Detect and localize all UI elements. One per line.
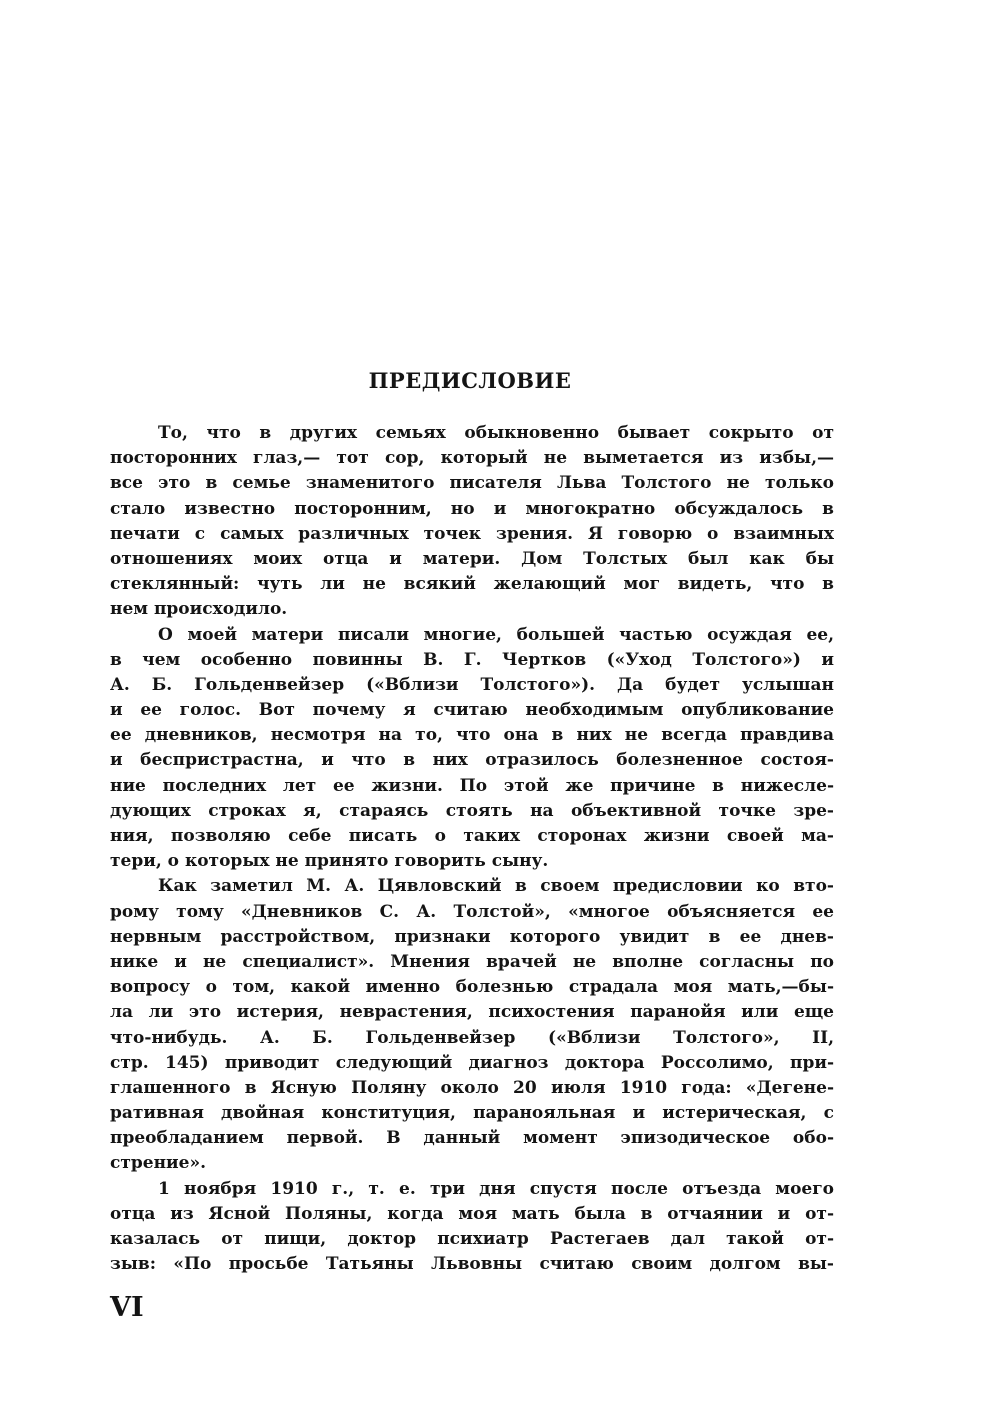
text-line: стр. 145) приводит следующий диагноз доктора Россолимо, при- <box>110 1052 834 1073</box>
text-line: печати с самых различных точек зрения. Я говорю о взаимных <box>110 523 834 544</box>
text-line: стрение». <box>110 1153 206 1174</box>
paragraph <box>110 1177 834 1278</box>
text-line: нем происходило. <box>110 599 288 620</box>
text-line: 1 ноября 1910 г., т. е. три дня спустя после отъезда моего <box>158 1178 834 1199</box>
text-line: Как заметил М. А. Цявловский в своем предисловии ко вто- <box>158 876 834 897</box>
text-line: все это в семье знаменитого писателя Льва Толстого не только <box>110 473 834 494</box>
text-line: нервным расстройством, признаки которого увидит в ее днев- <box>110 926 834 947</box>
text-line: ла ли это истерия, неврастения, психостения паранойя или еще <box>110 1002 834 1023</box>
text-line: ее дневников, несмотря на то, что она в них не всегда правдива <box>110 725 834 746</box>
text-line: посторонних глаз,— тот сор, который не выметается из избы,— <box>110 448 834 469</box>
text-line: дующих строках я, стараясь стоять на объективной точке зре- <box>110 800 834 821</box>
page-title: ПРЕДИСЛОВИЕ <box>368 368 572 393</box>
text-line: в чем особенно повинны В. Г. Чертков («Уход Толстого») и <box>110 649 834 670</box>
text-line: стеклянный: чуть ли не всякий желающий мог видеть, что в <box>110 574 834 595</box>
text-line: ративная двойная конституция, паранояльная и истерическая, с <box>110 1103 834 1124</box>
page-number: VI <box>110 1292 144 1323</box>
text-line: зыв: «По просьбе Татьяны Львовны считаю своим долгом вы- <box>110 1254 834 1275</box>
paragraph <box>110 421 834 623</box>
text-line: рому тому «Дневников С. А. Толстой», «многое объясняется ее <box>110 901 834 922</box>
text-line: О моей матери писали многие, большей частью осуждая ее, <box>158 624 834 645</box>
text-line: тери, о которых не принято говорить сыну. <box>110 851 549 872</box>
text-line: что-нибудь. А. Б. Гольденвейзер («Вблизи Толстого», II, <box>110 1027 834 1048</box>
text-line: казалась от пищи, доктор психиатр Растегаев дал такой от- <box>110 1229 834 1249</box>
text-line: нике и не специалист». Мнения врачей не вполне согласны по <box>110 951 834 972</box>
paragraph <box>110 874 834 1176</box>
text-line: А. Б. Гольденвейзер («Вблизи Толстого»). Да будет услышан <box>110 674 834 695</box>
text-line: ние последних лет ее жизни. По этой же причине в нижесле- <box>110 775 834 796</box>
text-line: отношениях моих отца и матери. Дом Толстых был как бы <box>110 548 834 569</box>
text-line: ния, позволяю себе писать о таких сторонах жизни своей ма- <box>110 826 834 846</box>
text-line: преобладанием первой. В данный момент эпизодическое обо- <box>110 1128 834 1149</box>
preface-text <box>110 421 834 1277</box>
paragraph <box>110 623 834 875</box>
text-line: глашенного в Ясную Поляну около 20 июля 1910 года: «Дегене- <box>110 1077 834 1098</box>
text-line: стало известно посторонним, но и многократно обсуждалось в <box>110 498 834 519</box>
text-line: То, что в других семьях обыкновенно бывает сокрыто от <box>158 423 834 443</box>
text-line: вопросу о том, какой именно болезнью страдала моя мать,—бы- <box>110 977 834 998</box>
text-line: отца из Ясной Поляны, когда моя мать была в отчаянии и от- <box>110 1203 834 1224</box>
text-line: и ее голос. Вот почему я считаю необходимым опубликование <box>110 700 834 721</box>
text-line: и беспристрастна, и что в них отразилось болезненное состоя- <box>110 750 834 771</box>
